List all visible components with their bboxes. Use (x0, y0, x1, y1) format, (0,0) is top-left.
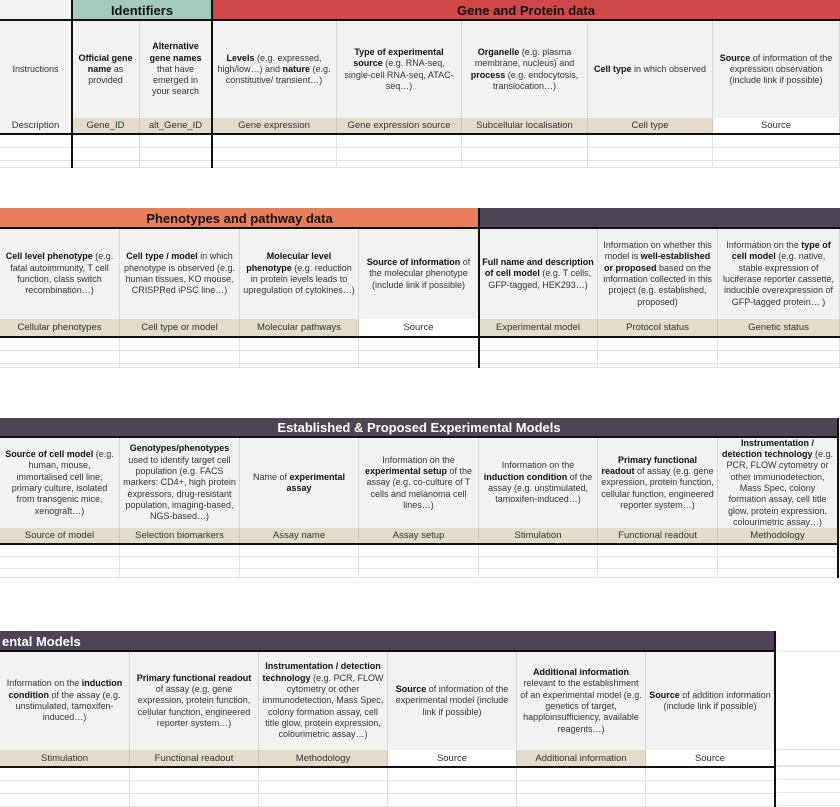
instruction-text-segment: of assay (e.g. gene expression, protein function, cellular function, engineered reporter system…) (137, 684, 251, 728)
column-header-field[interactable]: Experimental model (479, 319, 598, 336)
empty-cell[interactable] (479, 557, 598, 569)
instruction-text-segment: in which phenotype is observed (e.g. human tissues, KO mouse, CRISPRed iPSC line…) (123, 251, 236, 296)
column-header-field[interactable]: Source (646, 750, 775, 766)
instruction-text (12, 64, 58, 75)
instruction-text-segment: (e.g. PCR, FLOW cytometry or other immunodetection, Mass Spec, colony formation assay, cell title glow, protein expression, colourimetric assay…) (726, 449, 834, 527)
instruction-text (721, 240, 836, 308)
empty-cell[interactable] (359, 545, 479, 557)
instruction-bold-text: Molecular level phenotype (246, 251, 332, 273)
instruction-text (465, 47, 584, 92)
instruction-text (3, 678, 126, 723)
empty-cell[interactable] (462, 161, 588, 168)
instruction-bold-text: Additional information (533, 667, 629, 678)
empty-cell[interactable] (646, 781, 775, 794)
empty-cell[interactable] (588, 148, 713, 161)
column-header-field[interactable]: Protocol status (598, 319, 718, 336)
empty-cell[interactable] (140, 148, 212, 161)
column-instructions (359, 229, 479, 319)
instruction-text-segment: Instructions (12, 63, 59, 74)
instruction-text-segment: of the assay (e.g. unstimulated, tamoxifen-induced…) (487, 471, 593, 505)
empty-cell[interactable] (718, 569, 838, 578)
empty-cell[interactable] (120, 364, 240, 368)
instruction-text (362, 257, 475, 291)
instruction-bold-text: Cell level phenotype (5, 251, 93, 262)
instruction-text-segment: Information on the (6, 678, 82, 689)
instruction-bold-text: Source (649, 689, 680, 700)
column-instructions (479, 229, 598, 319)
empty-cell[interactable] (0, 364, 120, 368)
instruction-bold-text: well-established or proposed (603, 251, 711, 273)
column-instructions (359, 438, 479, 528)
instruction-bold-text: induction condition (483, 471, 568, 482)
empty-cell[interactable] (462, 148, 588, 161)
instruction-bold-text: Official gene name (78, 52, 133, 74)
column-header-field[interactable]: Gene expression (212, 118, 337, 133)
empty-cell[interactable] (646, 768, 775, 781)
column-header-field[interactable]: Assay setup (359, 528, 479, 543)
empty-cell[interactable] (130, 781, 259, 794)
empty-cell[interactable] (212, 161, 337, 168)
empty-cell[interactable] (598, 364, 718, 368)
column-instructions (240, 438, 359, 528)
instruction-text-segment: (e.g. RNA-seq, single-cell RNA-seq, ATAC-seq…) (344, 58, 454, 91)
column-instructions (598, 438, 718, 528)
empty-cell[interactable] (517, 794, 646, 807)
empty-cell[interactable] (713, 148, 840, 161)
column-header-field[interactable]: Methodology (718, 528, 838, 543)
column-instructions (120, 438, 240, 528)
empty-cell[interactable] (517, 768, 646, 781)
empty-cell[interactable] (240, 364, 359, 368)
header-bottom-border (0, 543, 838, 545)
empty-cell[interactable] (140, 161, 212, 168)
column-instructions (120, 229, 240, 319)
column-instructions (0, 652, 130, 750)
empty-cell[interactable] (240, 545, 359, 557)
instruction-text-segment: (e.g. native, stable expression of luciferase reporter cassette, inducible overexpression of GFP-tagged protein… ) (722, 251, 835, 307)
empty-cell[interactable] (240, 569, 359, 578)
empty-cell[interactable] (777, 750, 840, 766)
empty-cell[interactable] (0, 545, 120, 557)
instruction-text-segment: Name of (252, 471, 290, 482)
column-instructions (479, 438, 598, 528)
table-right-border (837, 418, 839, 578)
instruction-text-segment: relevant to the establishment of an experimental model (e.g. genetics of target, happloinsufficiency, available reagents…) (520, 678, 642, 734)
column-instructions (388, 652, 517, 750)
table-right-border (774, 631, 776, 807)
empty-cell[interactable] (359, 569, 479, 578)
column-header-field[interactable]: Cellular phenotypes (0, 319, 120, 336)
instruction-bold-text: Type of experimental source (353, 46, 444, 69)
empty-cell[interactable] (0, 768, 130, 781)
empty-cell[interactable] (359, 364, 479, 368)
empty-cell[interactable] (718, 545, 838, 557)
group-divider (71, 0, 73, 168)
instruction-bold-text: Full name and description of cell model (482, 257, 594, 279)
empty-cell[interactable] (598, 338, 718, 351)
instruction-text-segment: (e.g. endocytosis, translocation…) (492, 69, 579, 91)
instruction-text-segment: (e.g. fatal autoimmunity, T cell function, class switch recombination…) (10, 251, 114, 296)
instruction-bold-text: nature (282, 63, 311, 74)
column-instructions (598, 229, 718, 319)
column-instructions (240, 229, 359, 319)
header-bottom-border (0, 766, 775, 768)
empty-cell[interactable] (388, 768, 517, 781)
instruction-bold-text: Source of information (366, 257, 461, 268)
empty-cell[interactable] (120, 351, 240, 364)
column-instructions (0, 438, 120, 528)
empty-cell[interactable] (72, 161, 140, 168)
instruction-bold-text: Levels (226, 52, 255, 63)
instruction-bold-text: Source (395, 684, 427, 695)
empty-cell[interactable] (359, 557, 479, 569)
empty-cell[interactable] (259, 768, 388, 781)
empty-cell[interactable] (598, 545, 718, 557)
instruction-text-segment: (e.g. human, mouse, immortalised cell line, primary culture, isolated from transgenic mice, xenograft…) (11, 449, 114, 516)
empty-cell[interactable] (337, 148, 462, 161)
instruction-text (482, 257, 594, 291)
instruction-bold-text: Organelle (477, 46, 520, 57)
column-instructions (72, 21, 140, 118)
instruction-text (520, 667, 642, 735)
header-bottom-border (0, 133, 840, 135)
instruction-text-segment: (e.g. T cells, GFP-tagged, HEK293…) (488, 268, 592, 290)
empty-cell[interactable] (0, 794, 130, 807)
empty-cell[interactable] (598, 351, 718, 364)
empty-cell[interactable] (598, 569, 718, 578)
empty-cell[interactable] (713, 161, 840, 168)
column-instructions (713, 21, 840, 118)
column-instructions (588, 21, 713, 118)
column-header-field[interactable]: Source (359, 319, 479, 336)
empty-cell[interactable] (777, 780, 840, 793)
empty-cell[interactable] (517, 781, 646, 794)
instruction-bold-text: Cell type / model (126, 251, 198, 262)
header-bottom-border (0, 336, 840, 338)
column-header-field[interactable]: Stimulation (0, 750, 130, 766)
empty-cell[interactable] (120, 338, 240, 351)
instruction-text (716, 53, 836, 87)
section-title: Phenotypes and pathway data (0, 208, 479, 228)
empty-cell[interactable] (0, 161, 72, 168)
column-header-field[interactable]: Assay name (240, 528, 359, 543)
instruction-text (3, 251, 116, 296)
instruction-text-segment: Information on the (726, 240, 802, 251)
instruction-bold-text: Primary functional readout (136, 672, 252, 683)
column-header-field[interactable]: Functional readout (598, 528, 718, 543)
column-header-field[interactable]: Gene expression source (337, 118, 462, 133)
empty-cell[interactable] (479, 364, 598, 368)
empty-cell[interactable] (0, 781, 130, 794)
instruction-text (362, 455, 475, 511)
empty-cell[interactable] (130, 794, 259, 807)
column-instructions (0, 229, 120, 319)
column-header-field[interactable]: Subcellular localisation (462, 118, 588, 133)
instruction-text-segment: (e.g. reduction in protein levels leads to upregulation of cytokines…) (243, 262, 355, 296)
empty-cell[interactable] (359, 351, 479, 364)
column-header-field[interactable]: Cell type or model (120, 319, 240, 336)
instruction-text (143, 41, 208, 97)
instruction-text (594, 64, 706, 75)
column-instructions (259, 652, 388, 750)
column-header-field[interactable]: Stimulation (479, 528, 598, 543)
instruction-text (123, 443, 236, 522)
column-header-field[interactable]: Methodology (259, 750, 388, 766)
instruction-bold-text: experimental assay (286, 471, 346, 493)
empty-cell[interactable] (212, 135, 337, 148)
instruction-bold-text: Alternative gene names (149, 41, 202, 63)
instruction-text-segment: based on the information collected in this project (e.g. established, proposed) (603, 262, 712, 307)
empty-cell[interactable] (120, 545, 240, 557)
empty-cell[interactable] (388, 781, 517, 794)
column-header-field[interactable]: Selection biomarkers (120, 528, 240, 543)
instruction-bold-text: Source (719, 52, 751, 63)
instruction-text-segment: of information of the expression observation (include link if possible) (729, 52, 833, 86)
empty-cell[interactable] (588, 161, 713, 168)
empty-cell[interactable] (588, 135, 713, 148)
column-header-field[interactable]: Description (0, 118, 72, 133)
instruction-text-segment: that have emerged in your search (151, 63, 200, 97)
column-header-field[interactable]: Source of model (0, 528, 120, 543)
group-divider (478, 208, 480, 368)
instruction-text-segment: of addition information (include link if possible) (663, 689, 771, 711)
column-header-field[interactable]: Source (388, 750, 517, 766)
instruction-text (133, 673, 255, 729)
instruction-text-segment: (e.g. constitutive/ transient…) (225, 63, 331, 86)
empty-cell[interactable] (713, 135, 840, 148)
empty-cell[interactable] (0, 557, 120, 569)
empty-cell[interactable] (479, 545, 598, 557)
empty-cell[interactable] (0, 148, 72, 161)
instruction-bold-text: induction condition (8, 678, 123, 700)
instruction-text-segment: of assay (e.g. gene expression, protein function, cellular function, engineered reporter system…) (601, 466, 714, 510)
instruction-text-segment: as provided (88, 63, 124, 86)
instruction-bold-text: Instrumentation / detection technology (262, 661, 381, 683)
instruction-text (340, 47, 458, 92)
section-title (0, 0, 72, 20)
empty-cell[interactable] (718, 364, 840, 368)
instruction-text (721, 438, 834, 528)
instruction-text (3, 449, 116, 517)
empty-cell[interactable] (777, 652, 840, 750)
empty-cell[interactable] (718, 557, 838, 569)
column-instructions (646, 652, 775, 750)
column-header-field[interactable]: Additional information (517, 750, 646, 766)
instruction-text-segment: Information on whether this model is (603, 240, 712, 262)
empty-cell[interactable] (646, 794, 775, 807)
empty-cell[interactable] (0, 338, 120, 351)
empty-cell[interactable] (0, 135, 72, 148)
column-header-field[interactable]: Molecular pathways (240, 319, 359, 336)
empty-cell[interactable] (718, 351, 840, 364)
empty-cell[interactable] (140, 135, 212, 148)
instruction-text (601, 240, 714, 308)
column-header-field[interactable]: Source (713, 118, 840, 133)
column-instructions (0, 21, 72, 118)
column-header-field[interactable]: alt_Gene_ID (140, 118, 212, 133)
instruction-text-segment: of the assay (e.g. unstimulated, tamoxifen-induced…) (15, 689, 121, 723)
empty-cell[interactable] (462, 135, 588, 148)
empty-cell[interactable] (240, 557, 359, 569)
instruction-text (215, 53, 333, 87)
column-instructions (212, 21, 337, 118)
empty-cell[interactable] (120, 557, 240, 569)
instruction-text (243, 472, 355, 495)
section-title (479, 208, 840, 228)
empty-cell[interactable] (259, 781, 388, 794)
instruction-text-segment: (e.g. plasma membrane, nucleus) and (474, 46, 575, 69)
instruction-text-segment: Information on the (382, 454, 455, 465)
instruction-text-segment: (e.g. PCR, FLOW cytometry or other immunodetection, Mass Spec, colony formation assay, cell title glow, protein expression, colourimetric assay…) (262, 672, 384, 740)
empty-cell[interactable] (240, 351, 359, 364)
empty-cell[interactable] (337, 161, 462, 168)
empty-cell[interactable] (120, 569, 240, 578)
empty-cell[interactable] (718, 338, 840, 351)
instruction-text (391, 684, 513, 718)
empty-cell[interactable] (359, 338, 479, 351)
instruction-bold-text: experimental setup (364, 466, 447, 477)
instruction-bold-text: Instrumentation / detection technology (721, 437, 814, 460)
instruction-bold-text: type of cell model (731, 240, 831, 262)
instruction-text-segment: of information of the experimental model (include link if possible) (395, 684, 509, 717)
group-divider (211, 0, 213, 168)
column-instructions (517, 652, 646, 750)
instruction-text (482, 460, 594, 505)
empty-cell[interactable] (130, 768, 259, 781)
instruction-bold-text: process (470, 69, 506, 80)
empty-cell[interactable] (212, 148, 337, 161)
column-header-field[interactable]: Cell type (588, 118, 713, 133)
instruction-text-segment: of the molecular phenotype (include link if possible) (369, 257, 471, 290)
empty-cell[interactable] (388, 794, 517, 807)
column-instructions (462, 21, 588, 118)
column-instructions (130, 652, 259, 750)
empty-cell[interactable] (337, 135, 462, 148)
empty-cell[interactable] (598, 557, 718, 569)
empty-cell[interactable] (0, 569, 120, 578)
instruction-bold-text: Cell type (593, 63, 632, 74)
empty-cell[interactable] (479, 338, 598, 351)
instruction-bold-text: Genotypes/phenotypes (129, 443, 230, 454)
instruction-text-segment: used to identify target cell population (e.g. FACS markers: CD4+, high protein expressors, drug-resistant population, imaging-based, NGS-based…) (123, 454, 236, 522)
column-header-field[interactable]: Genetic status (718, 319, 840, 336)
instruction-text (262, 661, 384, 740)
empty-cell[interactable] (479, 351, 598, 364)
instruction-text-segment: of the assay (e.g. co-culture of T cells and melanoma cell lines…) (366, 466, 473, 510)
empty-cell[interactable] (479, 569, 598, 578)
instruction-text (649, 690, 771, 713)
instruction-text (243, 251, 355, 296)
instruction-text (601, 455, 714, 511)
column-instructions (337, 21, 462, 118)
empty-cell[interactable] (0, 351, 120, 364)
instruction-text-segment: in which observed (631, 63, 707, 74)
column-header-field[interactable]: Gene_ID (72, 118, 140, 133)
empty-cell[interactable] (777, 767, 840, 780)
empty-cell[interactable] (777, 631, 840, 652)
instruction-text (123, 251, 236, 296)
empty-cell[interactable] (72, 148, 140, 161)
empty-cell[interactable] (72, 135, 140, 148)
column-instructions (718, 438, 838, 528)
instruction-text-segment: (e.g. expressed, high/low…) and (217, 52, 322, 74)
instruction-bold-text: Source of cell model (5, 449, 94, 460)
column-instructions (140, 21, 212, 118)
instruction-bold-text: Primary functional readout (601, 454, 698, 477)
column-instructions (718, 229, 840, 319)
instruction-text (75, 53, 136, 87)
column-header-field[interactable]: Functional readout (130, 750, 259, 766)
section-title: ental Models (0, 631, 775, 651)
instruction-text-segment: Information on the (501, 460, 575, 471)
empty-cell[interactable] (240, 338, 359, 351)
empty-cell[interactable] (259, 794, 388, 807)
section-title: Gene and Protein data (212, 0, 840, 20)
section-title: Established & Proposed Experimental Models (0, 418, 838, 437)
section-title: Identifiers (72, 0, 212, 20)
